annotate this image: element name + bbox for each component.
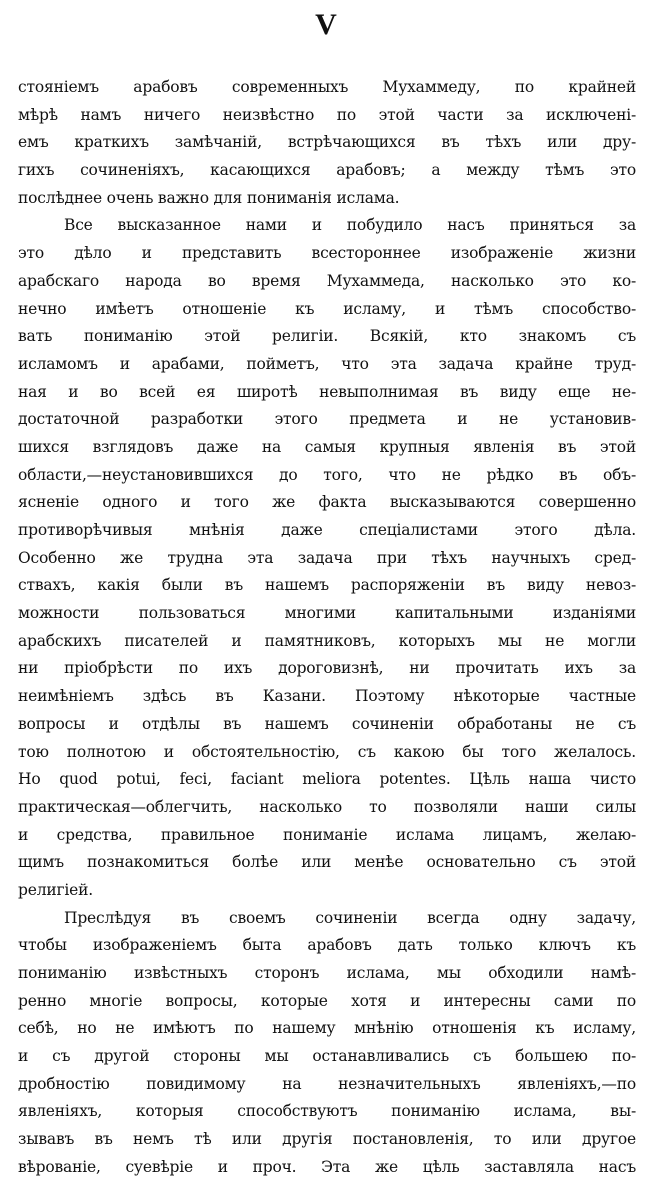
text-line: ясненiе одного и того же факта высказываются совершенно <box>18 493 636 512</box>
text-line: ная и во всей ея широтѣ невыполнимая въ виду еще не- <box>18 382 636 401</box>
text-line: религiей. <box>18 880 93 899</box>
page-number: V <box>315 8 337 41</box>
text-line: вать пониманiю этой религiи. Всякiй, кто знакомъ съ <box>18 327 636 346</box>
text-line: себѣ, но не имѣютъ по нашему мнѣнiю отношенiя къ исламу, <box>18 1019 636 1038</box>
text-line: можности пользоваться многими капитальными изданiями <box>18 604 636 623</box>
text-body <box>18 74 636 1182</box>
text-line: противорѣчивыя мнѣнiя даже спецiалистами этого дѣла. <box>18 521 636 539</box>
text-line: неимѣнiемъ здѣсь въ Казани. Поэтому нѣкоторые частные <box>18 687 636 706</box>
text-line: вопросы и отдѣлы въ нашемъ сочиненiи обработаны не съ <box>18 714 636 733</box>
text-line: щимъ познакомиться болѣе или менѣе основательно съ этой <box>18 853 636 872</box>
text-line: ренно многiе вопросы, которые хотя и интересны сами по <box>18 991 636 1010</box>
text-line: Преслѣдуя въ своемъ сочиненiи всегда одну задачу, <box>64 908 636 927</box>
text-line: исламомъ и арабами, пойметъ, что эта задача крайне труд- <box>18 354 636 373</box>
text-line: нечно имѣетъ отношенiе къ исламу, и тѣмъ способство- <box>18 299 636 318</box>
text-line: дробностiю повидимому на незначительныхъ явленiяхъ,—по <box>18 1074 636 1093</box>
text-line: явленiяхъ, которыя способствуютъ пониманiю ислама, вы- <box>18 1102 636 1121</box>
text-line: достаточной разработки этого предмета и не установив- <box>18 410 636 429</box>
text-line: чтобы изображенiемъ быта арабовъ дать только ключъ къ <box>18 936 636 955</box>
text-line: тою полнотою и обстоятельностiю, съ какою бы того желалось. <box>18 742 636 761</box>
text-line: мѣрѣ намъ ничего неизвѣстно по этой части за исключенi- <box>18 105 636 124</box>
text-line: емъ краткихъ замѣчанiй, встрѣчающихся въ тѣхъ или дру- <box>18 133 636 152</box>
text-line: ни прiобрѣсти по ихъ дороговизнѣ, ни прочитать ихъ за <box>18 659 636 678</box>
text-line: Все высказанное нами и побудило насъ приняться за <box>64 216 636 235</box>
text-line: стоянiемъ арабовъ современныхъ Мухаммеду, по крайней <box>18 78 636 96</box>
text-line: шихся взглядовъ даже на самыя крупныя явленiя въ этой <box>18 437 636 456</box>
text-line: арабскаго народа во время Мухаммеда, насколько это ко- <box>18 271 636 290</box>
text-line: гихъ сочиненiяхъ, касающихся арабовъ; а между тѣмъ это <box>18 161 636 180</box>
text-line: и средства, правильное пониманiе ислама лицамъ, желаю- <box>18 825 636 844</box>
text-line: арабскихъ писателей и памятниковъ, которыхъ мы не могли <box>18 631 636 650</box>
text-line: вѣрованiе, суевѣрiе и проч. Эта же цѣль заставляла насъ <box>18 1157 636 1176</box>
text-line: послѣднее очень важно для пониманiя ислама. <box>18 188 400 207</box>
text-line: практическая—облегчить, насколько то позволяли наши силы <box>18 797 636 816</box>
text-line: и съ другой стороны мы останавливались съ большею по- <box>18 1047 636 1066</box>
text-line: пониманiю извѣстныхъ сторонъ ислама, мы обходили намѣ- <box>18 964 636 982</box>
text-line: это дѣло и представить всестороннее изображенiе жизни <box>18 244 636 263</box>
text-line: Особенно же трудна эта задача при тѣхъ научныхъ сред- <box>18 548 636 567</box>
text-line: ствахъ, какiя были въ нашемъ распоряженiи въ виду невоз- <box>18 576 636 595</box>
text-line: зывавъ въ немъ тѣ или другiя постановленiя, то или другое <box>18 1130 636 1149</box>
text-line: Но quod potui, feci, faciant meliora potentes. Цѣль наша чисто <box>18 770 636 789</box>
text-line: области,—неустановившихся до того, что не рѣдко въ объ- <box>18 465 636 484</box>
